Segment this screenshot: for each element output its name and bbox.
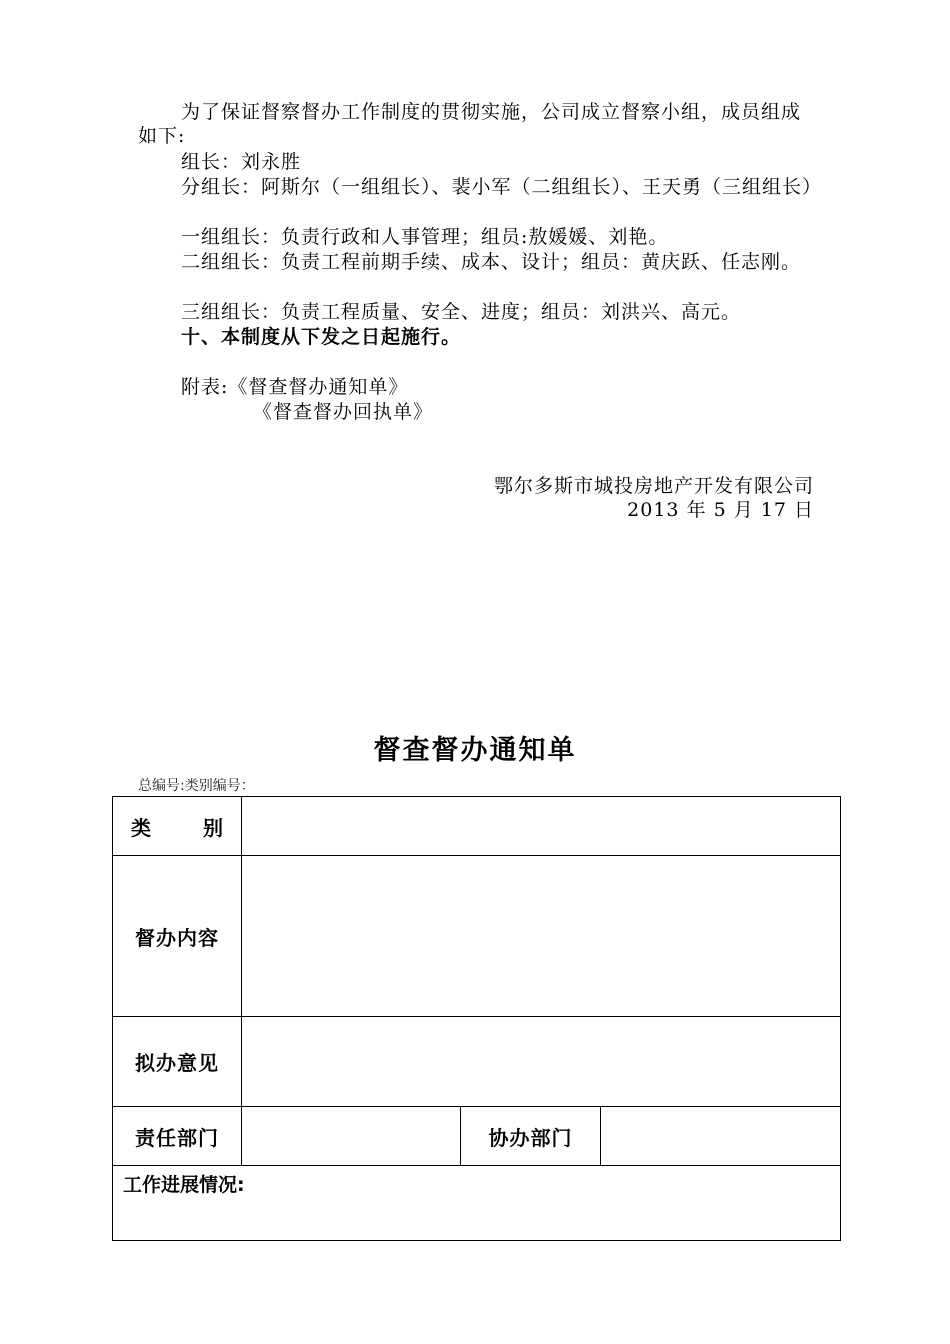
assist-field[interactable]	[601, 1107, 841, 1166]
opinion-row	[113, 1017, 841, 1107]
department-row	[113, 1107, 841, 1166]
category-label-b: 别	[203, 815, 223, 840]
serial-number: 总编号:类别编号：	[138, 778, 255, 794]
progress-label: 工作进展情况:	[123, 1174, 245, 1196]
dept-field[interactable]	[242, 1107, 461, 1166]
issue-date: 2013 年 5 月 17 日	[627, 499, 814, 521]
opinion-field[interactable]	[242, 1017, 841, 1107]
group2-paragraph: 二组组长：负责工程前期手续、成本、设计；组员：黄庆跃、任志刚。	[181, 251, 802, 273]
progress-row	[113, 1166, 841, 1241]
content-label: 督办内容	[113, 856, 242, 1017]
form-title: 督查督办通知单	[373, 735, 577, 766]
assist-label: 协办部门	[461, 1107, 601, 1166]
intro-paragraph: 为了保证督察督办工作制度的贯彻实施，公司成立督察小组，成员组成如下:	[138, 101, 802, 147]
content-row	[113, 856, 841, 1017]
group1-line: 一组组长：负责行政和人事管理；组员:敖媛媛、刘艳。	[181, 226, 669, 248]
attachment-1: 附表:《督查督办通知单》	[181, 376, 409, 398]
company-name: 鄂尔多斯市城投房地产开发有限公司	[493, 475, 814, 497]
notice-form-table	[112, 796, 841, 1241]
progress-field[interactable]	[113, 1166, 841, 1241]
category-label	[113, 797, 242, 856]
dept-label: 责任部门	[113, 1107, 242, 1166]
article-10: 十、本制度从下发之日起施行。	[181, 326, 462, 348]
leader-line: 组长：刘永胜	[181, 151, 302, 173]
category-row	[113, 797, 841, 856]
deputy-paragraph: 分组长：阿斯尔（一组组长）、裴小军（二组组长）、王天勇（三组组长）	[181, 176, 823, 198]
attachment-2: 《督查督办回执单》	[253, 401, 434, 423]
group3-line: 三组组长：负责工程质量、安全、进度；组员：刘洪兴、高元。	[181, 301, 742, 323]
opinion-label: 拟办意见	[113, 1017, 242, 1107]
category-label-a: 类	[131, 815, 151, 840]
content-field[interactable]	[242, 856, 841, 1017]
category-field[interactable]	[242, 797, 841, 856]
